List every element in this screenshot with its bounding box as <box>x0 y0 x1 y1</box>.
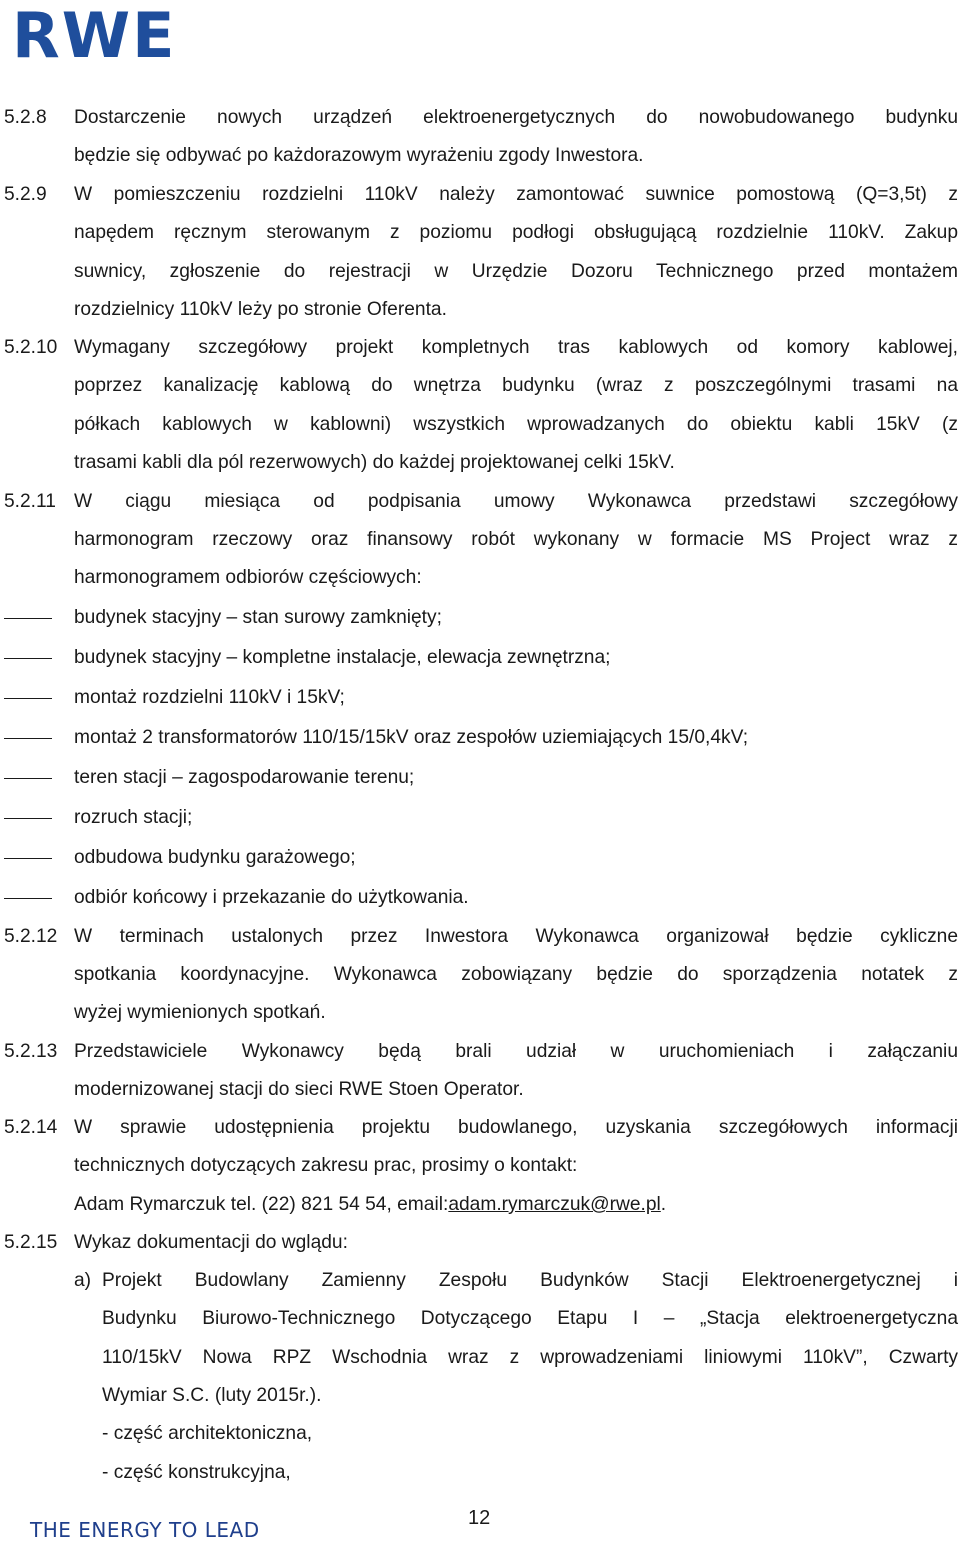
section-number: 5.2.15 <box>4 1232 58 1253</box>
list-item-text: montaż 2 transformatorów 110/15/15kV oraz zespołów uziemiających 15/0,4kV; <box>74 727 749 748</box>
dash-bullet-icon <box>4 698 52 699</box>
paragraph-line: W ciągu miesiąca od podpisania umowy Wykonawca przedstawi szczegółowy <box>74 491 958 512</box>
paragraph-line: W pomieszczeniu rozdzielni 110kV należy zamontować suwnice pomostową (Q=3,5t) z <box>74 184 958 205</box>
paragraph-line: Dostarczenie nowych urządzeń elektroenergetycznych do nowobudowanego budynku <box>74 107 958 128</box>
item-line: Wymiar S.C. (luty 2015r.). <box>102 1385 322 1406</box>
section-number: 5.2.14 <box>4 1117 58 1138</box>
section-5-2-8 <box>4 103 958 133</box>
dash-bullet-icon <box>4 898 52 899</box>
rwe-logo <box>12 5 177 65</box>
paragraph-line: suwnicy, zgłoszenie do rejestracji w Urzędzie Dozoru Technicznego przed montażem <box>74 261 958 282</box>
paragraph-line: modernizowanej stacji do sieci RWE Stoen Operator. <box>74 1079 524 1100</box>
paragraph-line: technicznych dotyczących zakresu prac, prosimy o kontakt: <box>74 1155 578 1176</box>
list-item <box>4 723 958 753</box>
list-item-text: montaż rozdzielni 110kV i 15kV; <box>74 687 345 708</box>
list-item-text: odbiór końcowy i przekazanie do użytkowania. <box>74 887 469 908</box>
paragraph-line: półkach kablowych w kablowni) wszystkich wprowadzanych do obiektu kabli 15kV (z <box>74 414 958 435</box>
dash-bullet-icon <box>4 618 52 619</box>
list-item <box>4 763 958 793</box>
section-5-2-15 <box>4 1228 958 1258</box>
dash-bullet-icon <box>4 858 52 859</box>
section-number: 5.2.8 <box>4 107 47 128</box>
paragraph-line: rozdzielnicy 110kV leży po stronie Oferenta. <box>74 299 447 320</box>
item-line: 110/15kV Nowa RPZ Wschodnia wraz z wprowadzeniami liniowymi 110kV”, Czwarty <box>102 1347 958 1368</box>
list-item-text: rozruch stacji; <box>74 807 193 828</box>
list-item <box>4 643 958 673</box>
section-5-2-9 <box>4 180 958 210</box>
paragraph-line: poprzez kanalizację kablową do wnętrza budynku (wraz z poszczególnymi trasami na <box>74 375 958 396</box>
email-link[interactable]: adam.rymarczuk@rwe.pl <box>448 1194 661 1215</box>
item-label: a) <box>74 1270 92 1291</box>
section-5-2-14 <box>4 1113 958 1143</box>
list-item <box>4 843 958 873</box>
section-number: 5.2.13 <box>4 1041 58 1062</box>
paragraph-line: trasami kabli dla pól rezerwowych) do każdej projektowanej celki 15kV. <box>74 452 675 473</box>
paragraph-line: Wykaz dokumentacji do wglądu: <box>74 1232 348 1253</box>
list-item-text: budynek stacyjny – stan surowy zamknięty; <box>74 607 442 628</box>
paragraph-line: W terminach ustalonych przez Inwestora Wykonawca organizował będzie cykliczne <box>74 926 958 947</box>
paragraph-line: wyżej wymienionych spotkań. <box>74 1002 326 1023</box>
paragraph-line: harmonogram rzeczowy oraz finansowy robót wykonany w formacie MS Project wraz z <box>74 529 958 550</box>
section-5-2-11 <box>4 487 958 517</box>
paragraph-line: Przedstawiciele Wykonawcy będą brali udział w uruchomieniach i załączaniu <box>74 1041 958 1062</box>
list-item-text: budynek stacyjny – kompletne instalacje, elewacja zewnętrzna; <box>74 647 611 668</box>
document-item-a <box>4 1266 958 1296</box>
list-item <box>4 883 958 913</box>
dash-bullet-icon <box>4 818 52 819</box>
list-item <box>4 803 958 833</box>
item-line: Projekt Budowlany Zamienny Zespołu Budynków Stacji Elektroenergetycznej i <box>102 1270 958 1291</box>
section-number: 5.2.12 <box>4 926 58 947</box>
section-5-2-12 <box>4 922 958 952</box>
section-5-2-10 <box>4 333 958 363</box>
section-5-2-13 <box>4 1037 958 1067</box>
contact-line <box>4 1190 958 1220</box>
footer-tagline: THE ENERGY TO LEAD <box>30 1518 260 1542</box>
contact-suffix: . <box>660 1194 667 1215</box>
svg-text:RWE: RWE <box>12 5 177 65</box>
paragraph-line: harmonogramem odbiorów częściowych: <box>74 567 422 588</box>
sub-item: - część konstrukcyjna, <box>102 1462 291 1483</box>
list-item <box>4 603 958 633</box>
list-item <box>4 683 958 713</box>
page-number: 12 <box>468 1507 491 1529</box>
contact-text: Adam Rymarczuk tel. (22) 821 54 54, email: <box>74 1194 449 1215</box>
section-number: 5.2.11 <box>4 491 56 512</box>
dash-bullet-icon <box>4 658 52 659</box>
paragraph-line: spotkania koordynacyjne. Wykonawca zobowiązany będzie do sporządzenia notatek z <box>74 964 958 985</box>
item-line: Budynku Biurowo-Technicznego Dotyczącego Etapu I – „Stacja elektroenergetyczna <box>102 1308 958 1329</box>
paragraph-line: W sprawie udostępnienia projektu budowlanego, uzyskania szczegółowych informacji <box>74 1117 958 1138</box>
section-number: 5.2.9 <box>4 184 47 205</box>
paragraph-line: Wymagany szczegółowy projekt kompletnych tras kablowych od komory kablowej, <box>74 337 958 358</box>
dash-bullet-icon <box>4 778 52 779</box>
paragraph-line: będzie się odbywać po każdorazowym wyrażeniu zgody Inwestora. <box>74 145 644 166</box>
list-item-text: odbudowa budynku garażowego; <box>74 847 356 868</box>
sub-item: - część architektoniczna, <box>102 1423 313 1444</box>
list-item-text: teren stacji – zagospodarowanie terenu; <box>74 767 415 788</box>
paragraph-line: napędem ręcznym sterowanym z poziomu podłogi obsługującą rozdzielnie 110kV. Zakup <box>74 222 958 243</box>
dash-bullet-icon <box>4 738 52 739</box>
section-number: 5.2.10 <box>4 337 58 358</box>
